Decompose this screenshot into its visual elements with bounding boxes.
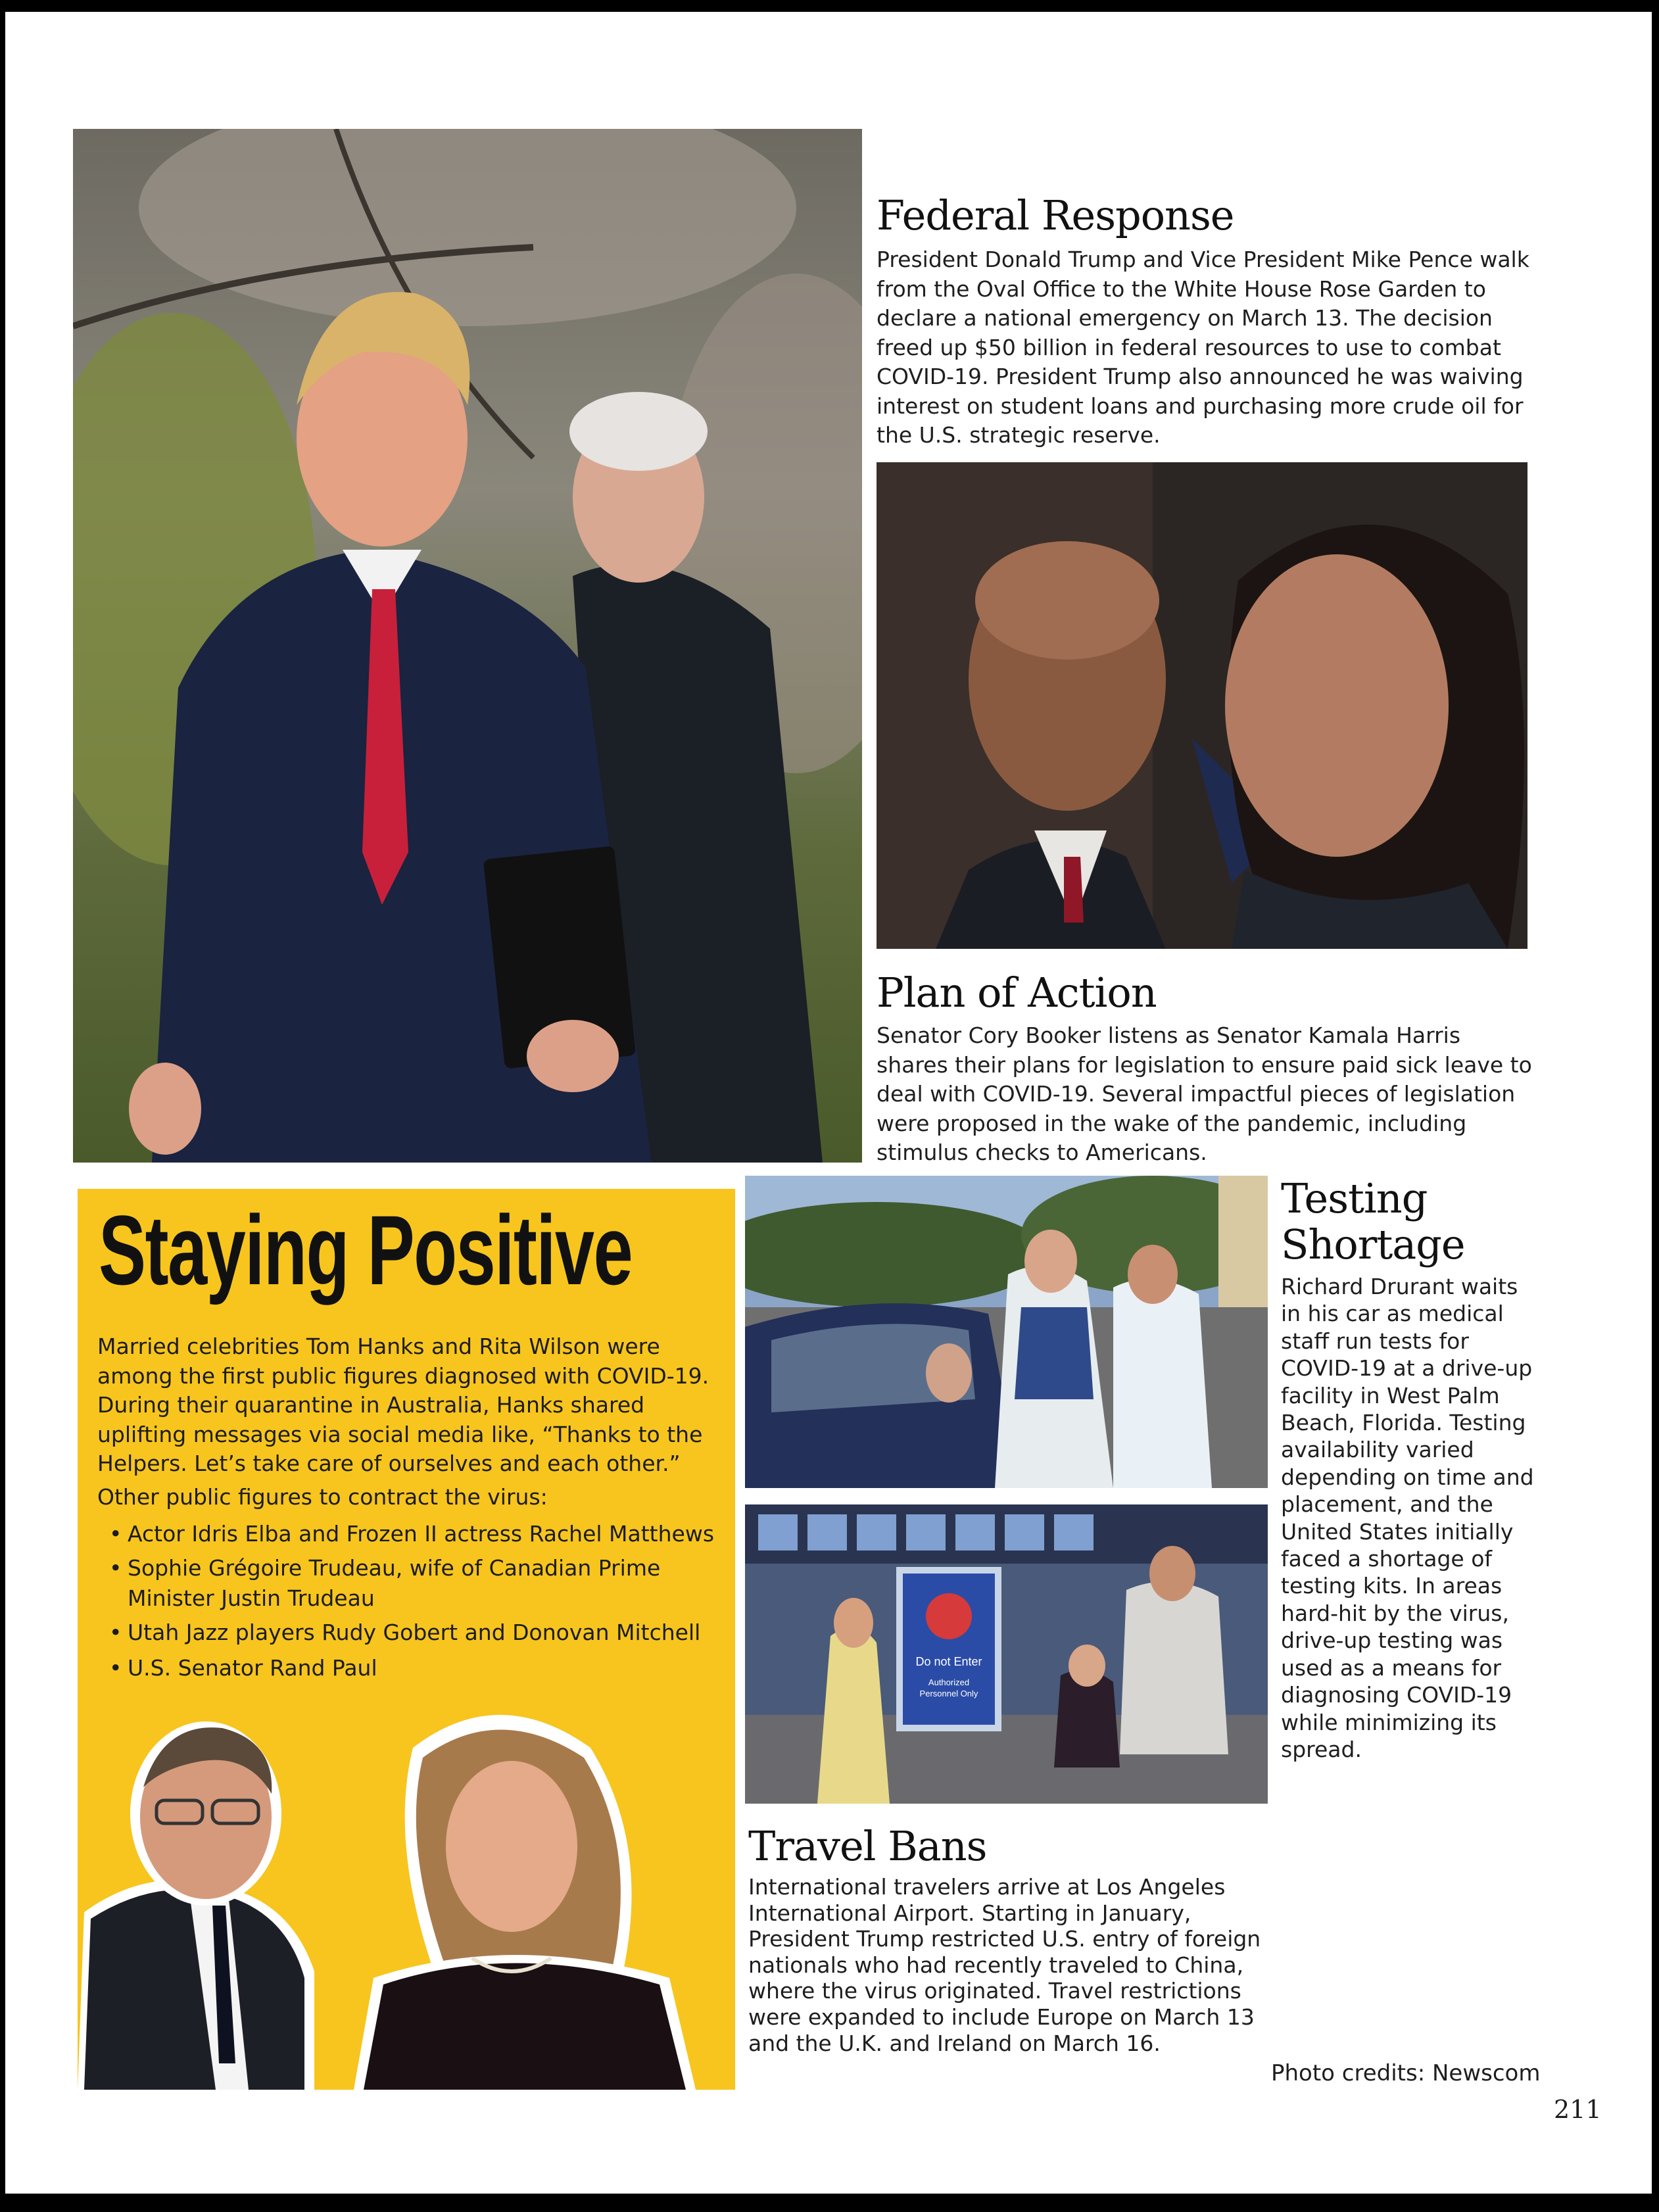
staying-positive-list-intro: Other public figures to contract the virus: [97, 1484, 548, 1510]
travel-bans-caption: International travelers arrive at Los Angeles International Airport. Starting in January, President Trump restricted U.S. entry of foreign nationals who had recently traveled to China, where the virus originated. Travel restrictions were expanded to include Europe on March 13 and the U.K. and Ireland on March 16. [748, 1874, 1261, 2056]
staying-positive-intro: Married celebrities Tom Hanks and Rita Wilson were among the first public figures diagnosed with COVID-19. During their quarantine in Australia, Hanks shared uplifting messages via social media like, “Thanks to the Helpers. Let’s take care of ourselves and each other.” [97, 1334, 709, 1476]
list-item: • Actor Idris Elba and Frozen II actress Rachel Matthews [109, 1518, 714, 1551]
staying-positive-panel [78, 1189, 735, 2090]
lax-travelers-illustration [745, 1504, 1268, 1804]
sign-line1: Do not Enter [915, 1655, 982, 1668]
list-item: • U.S. Senator Rand Paul [109, 1652, 714, 1685]
testing-shortage-heading [1281, 1176, 1465, 1268]
staying-positive-title: Staying Positive [99, 1195, 633, 1305]
list-item: • Utah Jazz players Rudy Gobert and Donovan Mitchell [109, 1616, 714, 1649]
booker-harris-illustration [877, 462, 1527, 949]
sign-line2: Authorized [928, 1677, 970, 1687]
testing-heading-line2: Shortage [1281, 1220, 1465, 1268]
travel-bans-heading: Travel Bans [748, 1822, 987, 1870]
trump-pence-photo [73, 129, 862, 1163]
sign-line3: Personnel Only [919, 1689, 978, 1698]
infected-figures-list [109, 1518, 714, 1687]
testing-shortage-caption: Richard Drurant waits in his car as medical staff run tests for COVID-19 at a drive-up facility in West Palm Beach, Florida. Testing availability varied depending on time and placement, and the United States initially faced a shortage of testing kits. In areas hard-hit by the virus, drive-up testing was used as a means for diagnosing COVID-19 while minimizing its spread. [1281, 1274, 1534, 1762]
plan-of-action-heading: Plan of Action [877, 969, 1157, 1017]
drive-up-testing-illustration [745, 1176, 1268, 1488]
hanks-wilson-illustration [78, 1695, 735, 2090]
list-item: • Sophie Grégoire Trudeau, wife of Canadian Prime Minister Justin Trudeau [109, 1553, 714, 1614]
trump-pence-illustration [73, 129, 862, 1163]
lax-travelers-photo [745, 1504, 1268, 1804]
hanks-wilson-photo [78, 1695, 735, 2090]
drive-up-testing-photo [745, 1176, 1268, 1488]
federal-response-heading: Federal Response [877, 191, 1234, 239]
booker-harris-photo [877, 462, 1527, 949]
federal-response-caption: President Donald Trump and Vice President Mike Pence walk from the Oval Office to the White House Rose Garden to declare a national emergency on March 13. The decision freed up $50 billion in federal resources to use to combat COVID-19. President Trump also announced he was waiving interest on student loans and purchasing more crude oil for the U.S. strategic reserve. [877, 247, 1529, 448]
plan-of-action-caption: Senator Cory Booker listens as Senator Kamala Harris shares their plans for legislation to ensure paid sick leave to deal with COVID-19. Several impactful pieces of legislation were proposed in the wake of the pandemic, including stimulus checks to Americans. [877, 1022, 1532, 1165]
yearbook-page [5, 12, 1652, 2194]
testing-heading-line1: Testing [1281, 1174, 1428, 1222]
photo-credits: Photo credits: Newscom [1271, 2060, 1541, 2086]
page-number: 211 [1554, 2095, 1602, 2124]
